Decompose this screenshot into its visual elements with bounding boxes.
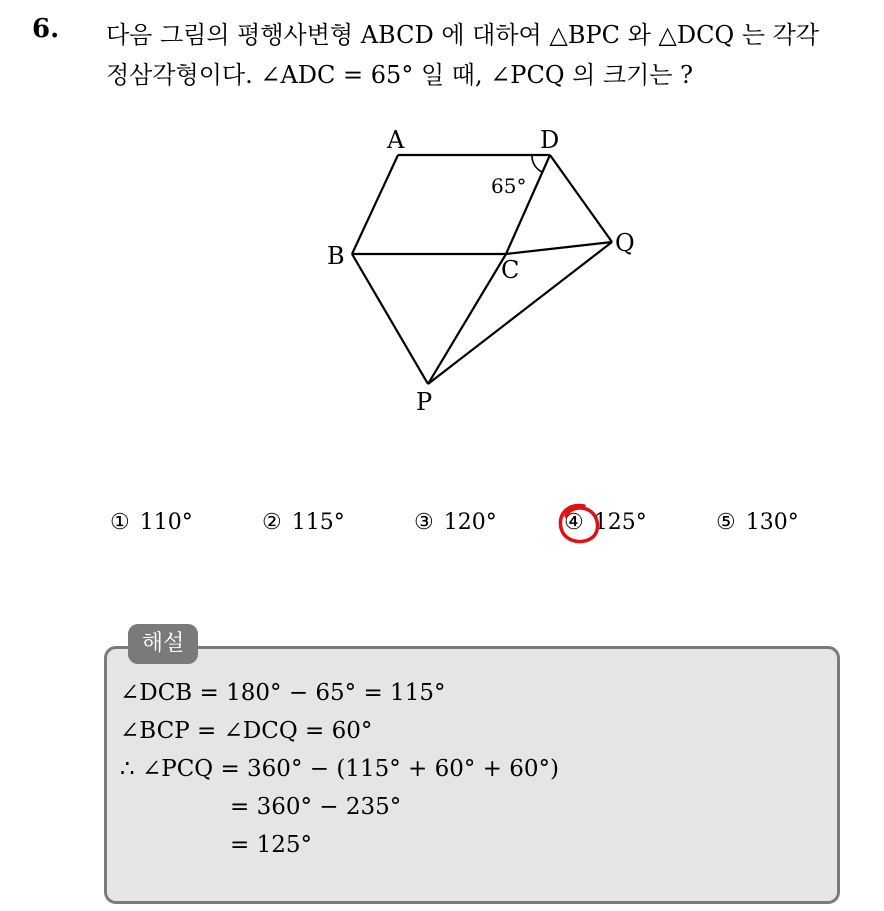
choice-3-value: 120° <box>443 510 497 535</box>
segment-BP <box>352 254 428 384</box>
question-text-line-2: 정삼각형이다. ∠ADC = 65° 일 때, ∠PCQ 의 크기는 ? <box>106 61 693 89</box>
label-A: A <box>387 126 405 154</box>
choice-3-mark: ③ <box>414 510 434 535</box>
label-P: P <box>416 388 433 416</box>
choice-4-mark: ④ <box>564 510 584 535</box>
choice-1-value: 110° <box>139 510 193 535</box>
choice-1-mark: ① <box>110 510 130 535</box>
solution-line-2: ∠BCP = ∠DCQ = 60° <box>120 718 373 744</box>
choice-1[interactable] <box>110 510 193 535</box>
angle-label-65: 65° <box>491 174 527 198</box>
parallelogram-figure <box>310 118 660 423</box>
label-D: D <box>540 126 560 154</box>
solution-line-5: = 125° <box>230 832 312 858</box>
label-B: B <box>327 242 345 270</box>
question-text-line-1: 다음 그림의 평행사변형 ABCD 에 대하여 △BPC 와 △DCQ 는 각각 <box>106 21 819 49</box>
question-number: 6. <box>32 14 60 44</box>
segment-CQ <box>506 242 612 254</box>
choice-2-value: 115° <box>291 510 345 535</box>
segment-PQ <box>428 242 612 384</box>
label-Q: Q <box>615 229 635 257</box>
choice-3[interactable] <box>414 510 497 535</box>
answer-circle-mark <box>554 500 602 548</box>
choice-5-mark: ⑤ <box>716 510 736 535</box>
choice-5-value: 130° <box>745 510 799 535</box>
solution-line-3: ∴ ∠PCQ = 360° − (115° + 60° + 60°) <box>120 756 559 782</box>
solution-tab-label: 해설 <box>128 624 198 664</box>
choice-5[interactable] <box>716 510 799 535</box>
choice-2-mark: ② <box>262 510 282 535</box>
solution-line-4: = 360° − 235° <box>230 794 402 820</box>
segment-CP <box>428 254 506 384</box>
choice-4-value: 125° <box>593 510 647 535</box>
segment-DC <box>506 155 550 254</box>
label-C: C <box>501 256 520 284</box>
solution-line-1: ∠DCB = 180° − 65° = 115° <box>120 680 446 706</box>
segment-DQ <box>550 155 612 242</box>
segment-AB <box>352 155 398 254</box>
angle-arc-ADC <box>532 155 542 172</box>
choice-2[interactable] <box>262 510 345 535</box>
